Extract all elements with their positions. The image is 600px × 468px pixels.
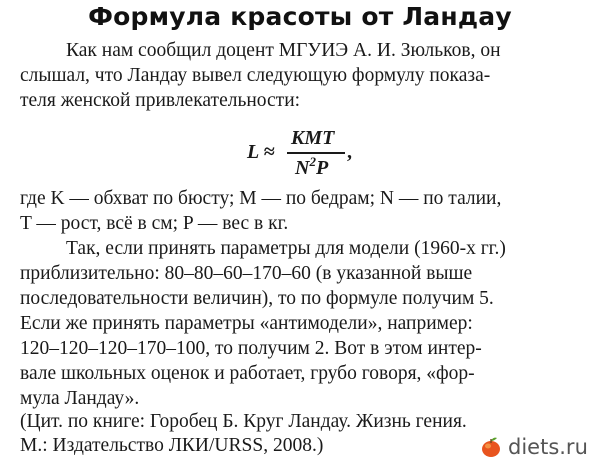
beauty-formula — [247, 127, 367, 183]
paragraph3-line3: последовательности величин), то по формуле получим 5. — [20, 288, 494, 309]
formula-denominator — [295, 154, 328, 180]
denominator-base: N — [295, 157, 310, 179]
paragraph3-line4: Если же принять параметры «антимодели», например: — [20, 313, 473, 334]
denominator-exponent: 2 — [309, 154, 316, 169]
text: Как нам сообщил доцент МГУИЭ А. И. Зюльков, он — [66, 40, 501, 61]
formula-comma: , — [347, 141, 352, 163]
paragraph3-line1: Так, если принять параметры для модели (1960-х гг.) — [66, 238, 506, 259]
apple-icon — [480, 436, 502, 458]
diets-logo[interactable] — [478, 432, 598, 462]
paragraph3-line7: мула Ландау». — [20, 388, 140, 409]
paragraph1-line3: теля женской привлекательности: — [20, 90, 301, 111]
article-title: Формула красоты от Ландау — [88, 2, 512, 31]
formula-lhs: L ≈ — [247, 141, 275, 163]
citation-line2: М.: Издательство ЛКИ/URSS, 2008.) — [20, 435, 324, 456]
paragraph3-line5: 120–120–120–170–100, то получим 2. Вот в этом интер- — [20, 338, 482, 359]
citation-line1: (Цит. по книге: Горобец Б. Круг Ландау. Жизнь гения. — [20, 411, 467, 432]
paragraph1-line1 — [66, 39, 580, 63]
formula-numerator: KMT — [291, 127, 335, 149]
paragraph3-line2: приблизительно: 80–80–60–170–60 (в указанной выше — [20, 263, 473, 284]
paragraph1-line2: слышал, что Ландау вывел следующую формулу показа- — [20, 65, 491, 86]
paragraph2-line1: где K — обхват по бюсту; M — по бедрам; N — по талии, — [20, 188, 502, 209]
paragraph2-line2: T — рост, всё в см; P — вес в кг. — [20, 213, 289, 234]
denominator-tail: P — [315, 157, 329, 179]
paragraph3-line6: вале школьных оценок и работает, грубо говоря, «фор- — [20, 363, 475, 384]
watermark-brand: diets.ru — [508, 435, 588, 459]
